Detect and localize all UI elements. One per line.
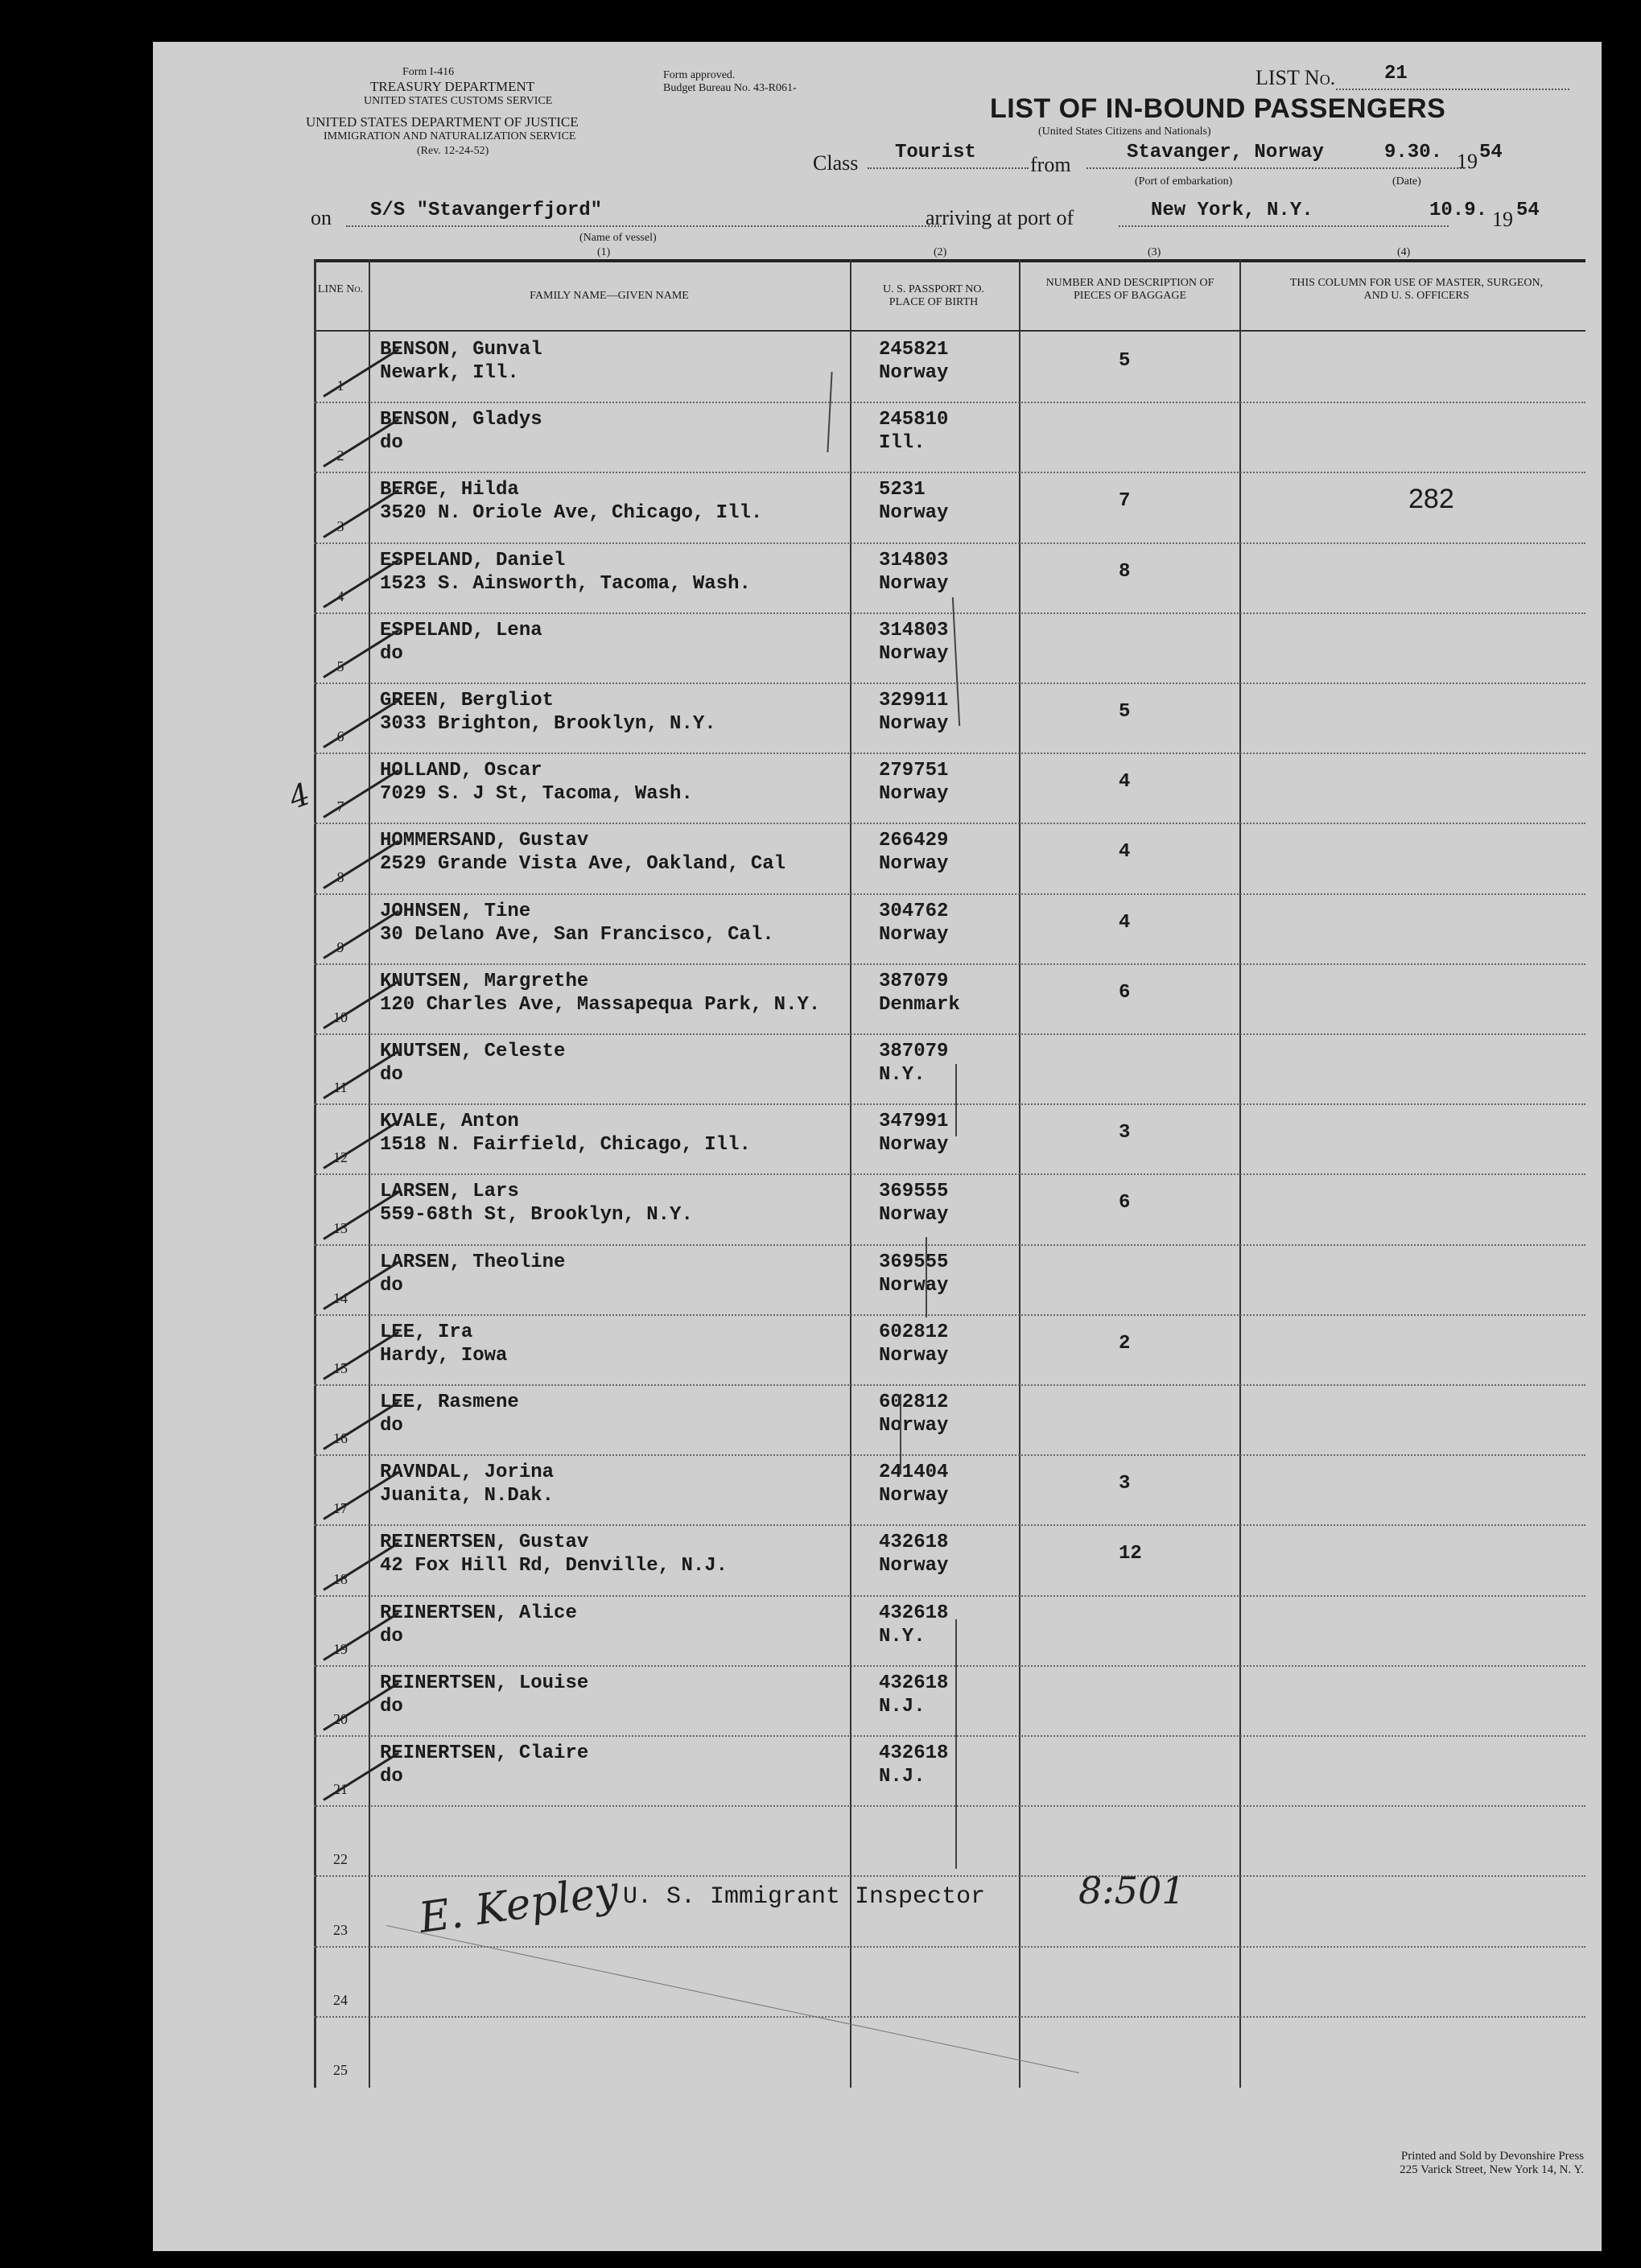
table-row: [314, 1033, 1585, 1103]
form-number: Form I-416: [402, 66, 455, 78]
table-row: [314, 1595, 1585, 1665]
passenger-name: KNUTSEN, Celeste: [380, 1041, 566, 1062]
officer-note: 282: [1408, 484, 1454, 515]
passenger-name: REINERTSEN, Gustav: [380, 1532, 589, 1554]
place-of-birth: Norway: [879, 923, 949, 946]
table-row: [314, 542, 1585, 612]
passenger-address: 559-68th St, Brooklyn, N.Y.: [380, 1204, 693, 1227]
table-row: [314, 823, 1585, 893]
baggage-count: 3: [1119, 1122, 1131, 1144]
place-of-birth: Ill.: [879, 432, 926, 455]
baggage-count: 4: [1119, 841, 1131, 864]
departure-year: 54: [1479, 142, 1503, 163]
passenger-name: HOMMERSAND, Gustav: [380, 830, 589, 852]
list-no-label: LIST No.: [1255, 66, 1336, 89]
header-officers: THIS COLUMN FOR USE OF MASTER, SURGEON, AND U. S. OFFICERS: [1289, 277, 1544, 302]
table-row: [314, 332, 1585, 402]
passport-number: 245810: [879, 409, 949, 431]
passenger-name: GREEN, Bergliot: [380, 690, 555, 711]
header-line-no: LINE No.: [317, 283, 364, 295]
passport-number: 266429: [879, 830, 949, 852]
line-number: 17: [333, 1500, 348, 1517]
passenger-address: 7029 S. J St, Tacoma, Wash.: [380, 783, 693, 806]
passport-number: 304762: [879, 900, 949, 922]
header-passport: U. S. PASSPORT NO. PLACE OF BIRTH: [883, 283, 984, 308]
passenger-name: LEE, Ira: [380, 1321, 473, 1343]
table-row: [314, 1454, 1585, 1524]
passport-number: 5231: [879, 479, 926, 501]
treasury-dept: TREASURY DEPARTMENT: [370, 79, 535, 94]
passenger-name: REINERTSEN, Claire: [380, 1742, 589, 1764]
justice-dept: UNITED STATES DEPARTMENT OF JUSTICE: [306, 114, 579, 130]
printer-line-1: Printed and Sold by Devonshire Press: [1400, 2150, 1584, 2163]
place-of-birth: Norway: [879, 713, 949, 735]
passport-number: 432618: [879, 1742, 949, 1764]
margin-mark: 4: [284, 776, 315, 816]
table-row: [314, 682, 1585, 753]
on-label: on: [311, 206, 332, 229]
page-subtitle: (United States Citizens and Nationals): [1038, 126, 1211, 138]
place-of-birth: Denmark: [879, 993, 960, 1016]
line-number: 12: [333, 1149, 348, 1166]
header-baggage: NUMBER AND DESCRIPTION OF PIECES OF BAGGAGE: [1045, 277, 1214, 302]
passenger-name: BERGE, Hilda: [380, 479, 519, 501]
passenger-address: do: [380, 1625, 403, 1647]
passenger-name: REINERTSEN, Louise: [380, 1672, 589, 1694]
passenger-address: 1518 N. Fairfield, Chicago, Ill.: [380, 1134, 751, 1157]
passenger-name: LEE, Rasmene: [380, 1392, 519, 1413]
passenger-address: do: [380, 1274, 403, 1297]
passenger-address: Newark, Ill.: [380, 362, 519, 384]
line-number: 10: [333, 1008, 348, 1025]
passenger-name: JOHNSEN, Tine: [380, 900, 531, 922]
arrival-port: New York, N.Y.: [1151, 200, 1313, 221]
arrival-underline: [1119, 225, 1449, 227]
place-of-birth: Norway: [879, 853, 949, 876]
place-of-birth: N.Y.: [879, 1625, 926, 1647]
arrival-date: 10.9.: [1429, 200, 1488, 221]
passport-number: 369555: [879, 1251, 949, 1273]
place-of-birth: N.J.: [879, 1695, 926, 1717]
passport-number: 329911: [879, 690, 949, 711]
passenger-address: 1523 S. Ainsworth, Tacoma, Wash.: [380, 572, 751, 595]
line-number: 21: [333, 1781, 348, 1798]
place-of-birth: Norway: [879, 1485, 949, 1507]
passenger-address: 42 Fox Hill Rd, Denville, N.J.: [380, 1555, 728, 1577]
baggage-count: 7: [1119, 490, 1131, 513]
arrival-year: 54: [1516, 200, 1540, 221]
passenger-name: LARSEN, Lars: [380, 1181, 519, 1203]
passenger-address: 30 Delano Ave, San Francisco, Cal.: [380, 923, 774, 946]
col2-number: (2): [934, 246, 947, 258]
passenger-address: do: [380, 1766, 403, 1788]
passenger-name: REINERTSEN, Alice: [380, 1602, 577, 1624]
passenger-address: do: [380, 1415, 403, 1437]
passenger-name: LARSEN, Theoline: [380, 1251, 566, 1273]
passport-number: 432618: [879, 1672, 949, 1694]
passenger-address: 3033 Brighton, Brooklyn, N.Y.: [380, 713, 716, 735]
inspector-signature: E. Kepley: [416, 1866, 622, 1944]
arriving-label: arriving at port of: [926, 206, 1074, 229]
table-row: [314, 1524, 1585, 1594]
table-row: [314, 612, 1585, 682]
place-of-birth: Norway: [879, 1204, 949, 1227]
passenger-address: 120 Charles Ave, Massapequa Park, N.Y.: [380, 993, 821, 1016]
passenger-address: do: [380, 1695, 403, 1717]
passenger-name: BENSON, Gunval: [380, 339, 542, 361]
line-number: 3: [336, 518, 344, 534]
baggage-count: 6: [1119, 1192, 1131, 1214]
line-number: 22: [333, 1851, 348, 1868]
line-number: 2: [336, 447, 344, 464]
passenger-name: ESPELAND, Lena: [380, 619, 542, 641]
table-row: [314, 1735, 1585, 1805]
class-value: Tourist: [895, 142, 976, 163]
baggage-count: 4: [1119, 771, 1131, 794]
year-prefix-1: 19: [1457, 150, 1478, 173]
line-number: 6: [336, 728, 344, 745]
table-row: [314, 472, 1585, 542]
passport-number: 241404: [879, 1462, 949, 1484]
table-row: [314, 963, 1585, 1033]
place-of-birth: Norway: [879, 502, 949, 525]
place-of-birth: N.J.: [879, 1766, 926, 1788]
line-number: 18: [333, 1570, 348, 1587]
table-top-border: [314, 259, 1585, 262]
table-row: [314, 1314, 1585, 1384]
table-row: [314, 1103, 1585, 1173]
baggage-count: 5: [1119, 701, 1131, 723]
passport-number: 387079: [879, 1041, 949, 1062]
passenger-address: do: [380, 1064, 403, 1086]
passenger-address: do: [380, 642, 403, 665]
passport-number: 279751: [879, 760, 949, 782]
passenger-name: RAVNDAL, Jorina: [380, 1462, 555, 1484]
passenger-name: BENSON, Gladys: [380, 409, 542, 431]
passport-number: 432618: [879, 1532, 949, 1554]
printer-line-2: 225 Varick Street, New York 14, N. Y.: [1400, 2163, 1584, 2176]
line-number: 5: [336, 658, 344, 674]
line-number: 20: [333, 1710, 348, 1727]
budget-bureau: Budget Bureau No. 43-R061-: [663, 82, 797, 94]
line-number: 4: [336, 588, 344, 604]
table-row: [314, 893, 1585, 963]
printer-credit: [1400, 2150, 1584, 2177]
table-row: [314, 1384, 1585, 1454]
baggage-count: 2: [1119, 1332, 1131, 1355]
line-number: 1: [336, 377, 344, 394]
place-of-birth: Norway: [879, 1415, 949, 1437]
passenger-address: 3520 N. Oriole Ave, Chicago, Ill.: [380, 502, 763, 525]
inspector-mark: 8:501: [1078, 1869, 1185, 1912]
passport-number: 314803: [879, 619, 949, 641]
passenger-address: 2529 Grande Vista Ave, Oakland, Cal: [380, 853, 786, 876]
year-prefix-2: 19: [1492, 208, 1513, 231]
customs-service: UNITED STATES CUSTOMS SERVICE: [364, 95, 553, 107]
line-number: 16: [333, 1430, 348, 1447]
page-title: LIST OF IN-BOUND PASSENGERS: [990, 93, 1446, 124]
table-row: [314, 753, 1585, 823]
place-of-birth: N.Y.: [879, 1064, 926, 1086]
table-row: [314, 2016, 1585, 2086]
table-row: [314, 402, 1585, 472]
manifest-page: [153, 42, 1602, 2251]
inspector-label: U. S. Immigrant Inspector: [623, 1883, 986, 1911]
line-number: 11: [333, 1079, 348, 1096]
col1-number: (1): [597, 246, 611, 258]
passport-number: 602812: [879, 1392, 949, 1413]
place-of-birth: Norway: [879, 362, 949, 384]
passenger-table: [314, 259, 1585, 2088]
passport-number: 369555: [879, 1181, 949, 1203]
form-approved: Form approved.: [663, 69, 736, 81]
baggage-count: 4: [1119, 911, 1131, 934]
pencil-mark: [926, 1237, 927, 1318]
passport-number: 432618: [879, 1602, 949, 1624]
from-value: Stavanger, Norway: [1127, 142, 1324, 163]
passport-number: 387079: [879, 970, 949, 992]
table-row: [314, 1805, 1585, 1875]
baggage-count: 5: [1119, 350, 1131, 372]
passenger-name: KVALE, Anton: [380, 1111, 519, 1133]
line-number: 25: [333, 2061, 348, 2078]
line-number: 13: [333, 1219, 348, 1236]
place-of-birth: Norway: [879, 1274, 949, 1297]
vessel-label: (Name of vessel): [579, 232, 657, 244]
passenger-name: HOLLAND, Oscar: [380, 760, 542, 782]
class-label: Class: [813, 151, 859, 175]
passenger-name: KNUTSEN, Margrethe: [380, 970, 589, 992]
vessel-name: S/S "Stavangerfjord": [370, 200, 603, 221]
line-number: 8: [336, 868, 344, 885]
col3-number: (3): [1148, 246, 1161, 258]
ins-service: IMMIGRATION AND NATURALIZATION SERVICE: [324, 130, 576, 142]
place-of-birth: Norway: [879, 642, 949, 665]
from-label: from: [1030, 153, 1071, 176]
line-number: 14: [333, 1289, 348, 1306]
table-row: [314, 1173, 1585, 1243]
vessel-underline: [346, 225, 942, 227]
pencil-mark: [955, 1619, 957, 1869]
port-embarkation-label: (Port of embarkation): [1135, 175, 1233, 188]
line-number: 24: [333, 1991, 348, 2008]
place-of-birth: Norway: [879, 1555, 949, 1577]
line-number: 7: [336, 798, 344, 815]
form-revision: (Rev. 12-24-52): [417, 145, 489, 157]
list-no-underline: [1336, 89, 1569, 90]
table-row: [314, 1244, 1585, 1314]
list-no-value: 21: [1384, 63, 1408, 85]
baggage-count: 3: [1119, 1473, 1131, 1495]
place-of-birth: Norway: [879, 1134, 949, 1157]
line-number: 15: [333, 1359, 348, 1376]
passenger-address: Hardy, Iowa: [380, 1344, 508, 1367]
passport-number: 245821: [879, 339, 949, 361]
place-of-birth: Norway: [879, 783, 949, 806]
line-number: 19: [333, 1640, 348, 1657]
passport-number: 602812: [879, 1321, 949, 1343]
passenger-address: Juanita, N.Dak.: [380, 1485, 555, 1507]
pencil-mark: [900, 1394, 901, 1474]
class-underline: [868, 167, 1029, 169]
col4-number: (4): [1397, 246, 1411, 258]
baggage-count: 8: [1119, 560, 1131, 583]
departure-date: 9.30.: [1384, 142, 1443, 163]
baggage-count: 12: [1119, 1543, 1142, 1565]
place-of-birth: Norway: [879, 1344, 949, 1367]
passenger-name: ESPELAND, Daniel: [380, 549, 566, 571]
date-label: (Date): [1392, 175, 1421, 188]
baggage-count: 6: [1119, 981, 1131, 1004]
line-number: 23: [333, 1921, 348, 1938]
table-row: [314, 1665, 1585, 1735]
passenger-address: do: [380, 432, 403, 455]
place-of-birth: Norway: [879, 572, 949, 595]
line-number: 9: [336, 938, 344, 955]
from-underline: [1086, 167, 1465, 169]
passport-number: 347991: [879, 1111, 949, 1133]
pencil-mark: [955, 1064, 957, 1136]
table-row: [314, 1946, 1585, 2016]
passport-number: 314803: [879, 549, 949, 571]
header-name: FAMILY NAME—GIVEN NAME: [530, 290, 689, 302]
